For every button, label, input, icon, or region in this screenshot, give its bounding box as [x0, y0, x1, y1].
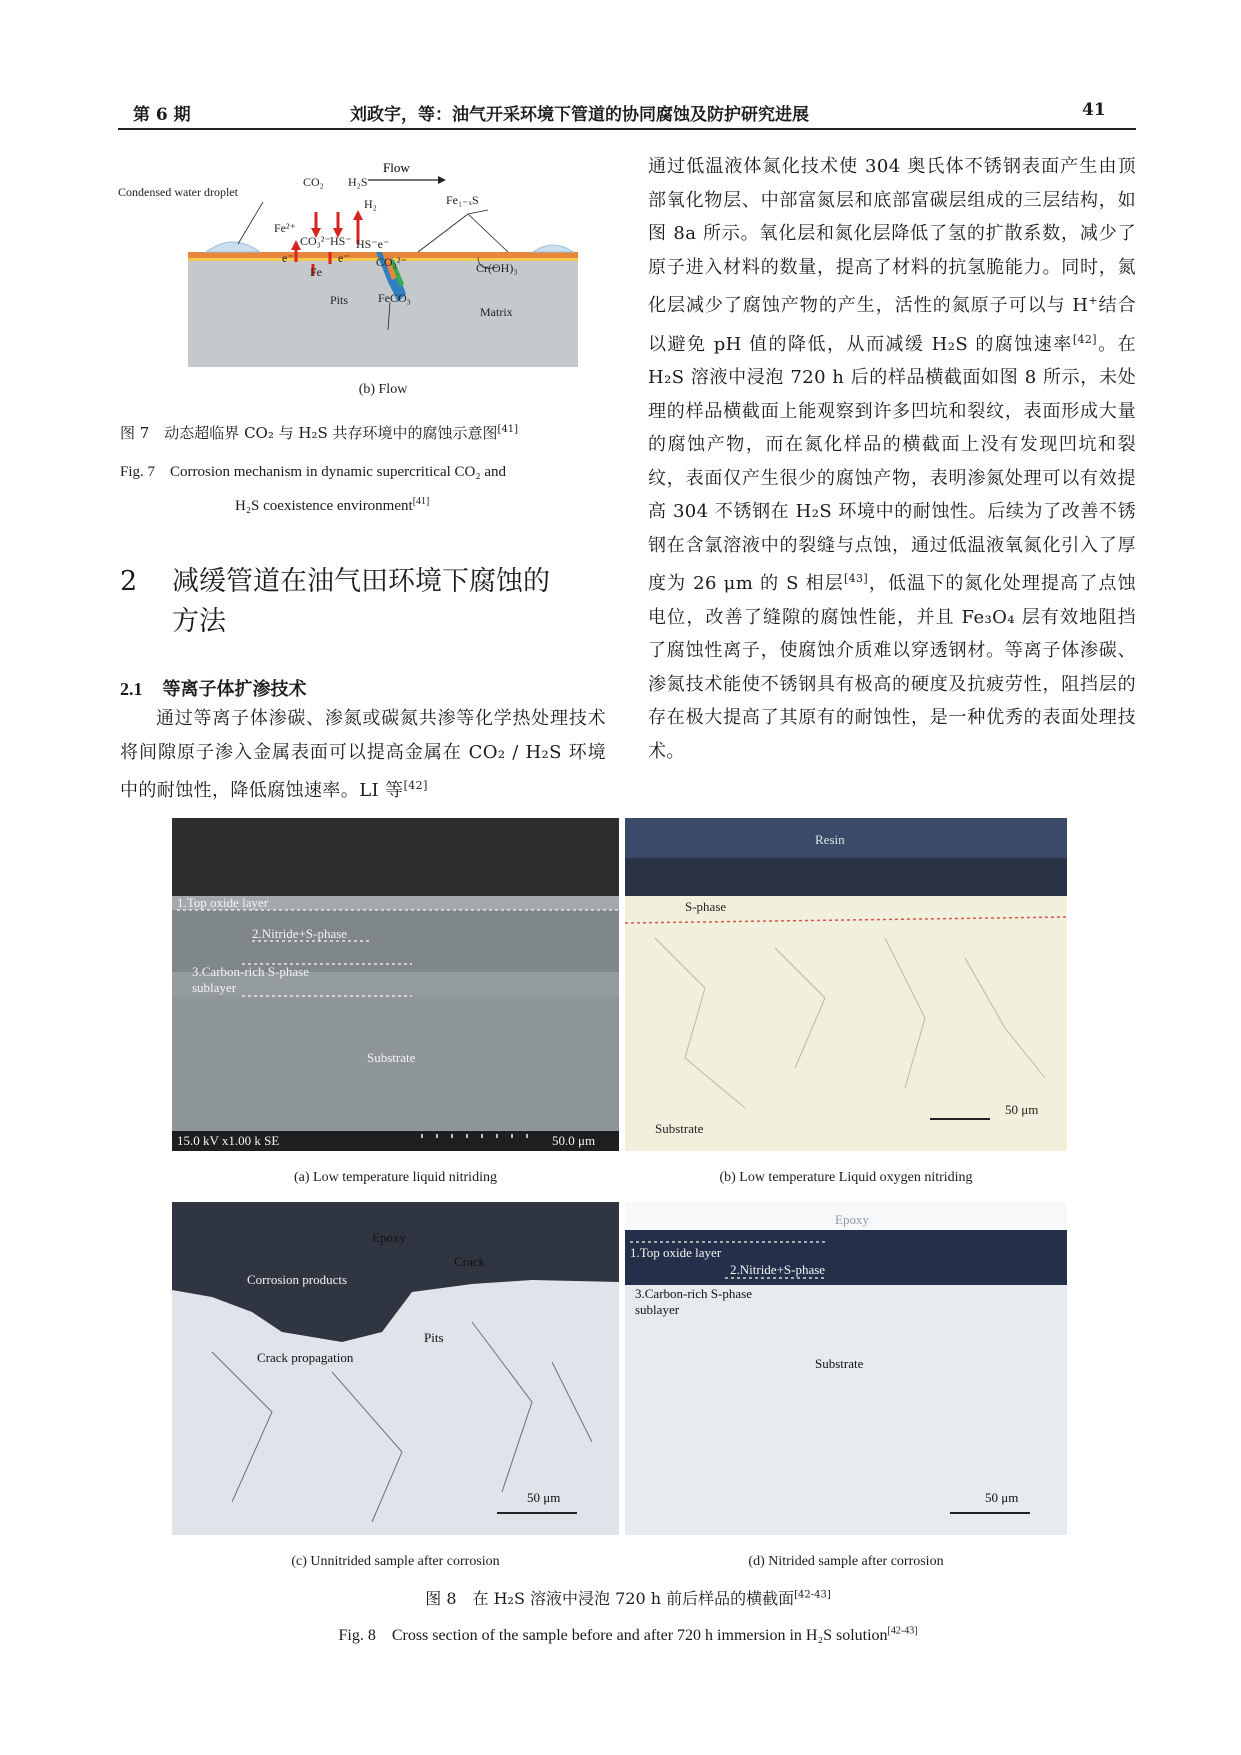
crack-label: Crack [454, 1254, 486, 1269]
fe2-label: Fe²⁺ [274, 221, 296, 235]
pits-label: Pits [330, 293, 349, 307]
figure-8b-optical-image [625, 818, 1067, 1151]
scale-bar-label: 50 μm [985, 1490, 1019, 1505]
electron-label: e⁻ [338, 251, 350, 265]
resin-label: Resin [815, 832, 845, 847]
substrate-label: Substrate [367, 1050, 416, 1065]
figure-7-subcaption: (b) Flow [358, 382, 408, 397]
substrate-label: Substrate [655, 1121, 704, 1136]
right-column-text [648, 150, 1136, 768]
figure-8-caption-en: Fig. 8 Cross section of the sample before and after 720 h immersion in H₂S solution[42-43] [338, 1625, 918, 1644]
fe-label: Fe [310, 265, 322, 279]
hs-e-label: HS⁻e⁻ [356, 237, 390, 251]
scale-bar-label: 50 μm [527, 1490, 561, 1505]
hs-label: HS⁻ [330, 234, 352, 248]
top-oxide-layer-label: 1.Top oxide layer [630, 1245, 722, 1260]
figure-8c-caption: (c) Unnitrided sample after corrosion [291, 1554, 500, 1569]
flow-label: Flow [383, 160, 410, 175]
epoxy-label: Epoxy [372, 1230, 406, 1245]
figure-7-caption-cn: 图 7 动态超临界 CO₂ 与 H₂S 共存环境中的腐蚀示意图[41] [120, 424, 519, 442]
carbon-rich-label: 3.Carbon-rich S-phase [192, 964, 309, 979]
left-column-text [120, 702, 606, 808]
corrosion-mechanism-diagram [118, 152, 588, 367]
feco3-label: FeCO₃ [378, 291, 411, 305]
paragraph: 通过等离子体渗碳、渗氮或碳氮共渗等化学热处理技术将间隙原子渗入金属表面可以提高金属在 CO₂ / H₂S 环境中的耐蚀性，降低腐蚀速率。LI 等[42] [120, 708, 606, 801]
pits-label: Pits [424, 1330, 444, 1345]
journal-issue: 第 6 期 [133, 105, 191, 125]
running-title: 刘政宇，等：油气开采环境下管道的协同腐蚀及防护研究进展 [350, 105, 809, 125]
nitride-s-phase-label: 2.Nitride+S-phase [252, 926, 348, 941]
s-phase-label: S-phase [685, 899, 727, 914]
h2s-label: H₂S [348, 175, 368, 189]
paragraph: 通过低温液体氮化技术使 304 奥氏体不锈钢表面产生由顶部氧化物层、中部富氮层和底部富碳层组成的三层结构，如图 8a 所示。氧化层和氮化层降低了氢的扩散系数，减少了原子进入材料的数量，提高了材料的抗氢脆能力。同时，氮化层减少了腐蚀产物的产生，活性的氮原子可以与 H+结合以避免 pH 值的降低，从而减缓 H₂S 的腐蚀速率[42]。在 H₂S 溶液中浸泡 720 h 后的样品横截面如图 8 所示，未处理的样品横截面上能观察到许多凹坑和裂纹，表面形成大量的腐蚀产物，而在氮化样品的横截面上没有发现凹坑和裂纹，表面仅产生很少的腐蚀产物，表明渗氮处理可以有效提高 304 不锈钢在 H₂S 环境中的耐蚀性。后续为了改善不锈钢在含氯溶液中的裂缝与点蚀，通过低温液氧氮化引入了厚度为 26 μm 的 S 相层[43]，低温下的氮化处理提高了点蚀电位，改善了缝隙的腐蚀性能，并且 Fe₃O₄ 层有效地阻挡了腐蚀性离子，使腐蚀介质难以穿透钢材。等离子体渗碳、渗氮技术能使不锈钢具有极高的硬度及抗疲劳性，阻挡层的存在极大提高了其原有的耐蚀性，是一种优秀的表面处理技术。 [648, 156, 1136, 762]
corrosion-products-label: Corrosion products [247, 1272, 348, 1287]
sublayer-label: sublayer [635, 1302, 680, 1317]
co2-label: CO₂ [303, 175, 324, 189]
figure-8a-caption: (a) Low temperature liquid nitriding [294, 1170, 497, 1185]
section-2-1-heading: 2.1 等离子体扩渗技术 [120, 679, 307, 700]
carbon-rich-label: 3.Carbon-rich S-phase [635, 1286, 752, 1301]
sublayer-label: sublayer [192, 980, 237, 995]
scale-bar-label: 50.0 μm [552, 1133, 596, 1148]
h2-label: H₂ [364, 197, 377, 211]
page-number: 41 [1082, 100, 1106, 120]
electron-label: e⁻ [282, 251, 294, 265]
header-rule [118, 128, 1136, 130]
section-2-heading: 2 减缓管道在油气田环境下腐蚀的 方法 [120, 566, 550, 637]
epoxy-label: Epoxy [835, 1212, 869, 1227]
figure-8-caption-cn: 图 8 在 H₂S 溶液中浸泡 720 h 前后样品的横截面[42-43] [425, 1589, 831, 1608]
co3-label: CO₃²⁻ [376, 255, 407, 269]
figure-8d-caption: (d) Nitrided sample after corrosion [748, 1554, 944, 1569]
figure-7-schematic [118, 152, 588, 367]
matrix-label: Matrix [480, 305, 513, 319]
matrix-region [188, 260, 578, 367]
figure-8c-optical-image [172, 1202, 619, 1535]
figure-8d-optical-image [625, 1202, 1067, 1535]
figure-8b-caption: (b) Low temperature Liquid oxygen nitriding [719, 1170, 973, 1185]
condensed-water-label: Condensed water droplet [118, 185, 238, 199]
crack-propagation-label: Crack propagation [257, 1350, 354, 1365]
figure-7-caption-en: Fig. 7 Corrosion mechanism in dynamic supercritical CO₂ and H₂S coexistence environment[41] [120, 464, 506, 514]
substrate-label: Substrate [815, 1356, 864, 1371]
co3-label: CO₃²⁻ [300, 234, 331, 248]
nitride-s-phase-label: 2.Nitride+S-phase [730, 1262, 826, 1277]
fe1xs-label: Fe₁₋ₓS [446, 193, 479, 207]
figure-8a-sem-image [172, 818, 619, 1151]
top-oxide-layer-label: 1.Top oxide layer [177, 895, 269, 910]
scale-bar-label: 50 μm [1005, 1102, 1039, 1117]
croh3-label: Cr(OH)₃ [476, 261, 518, 275]
sem-info-label: 15.0 kV x1.00 k SE [177, 1133, 280, 1148]
